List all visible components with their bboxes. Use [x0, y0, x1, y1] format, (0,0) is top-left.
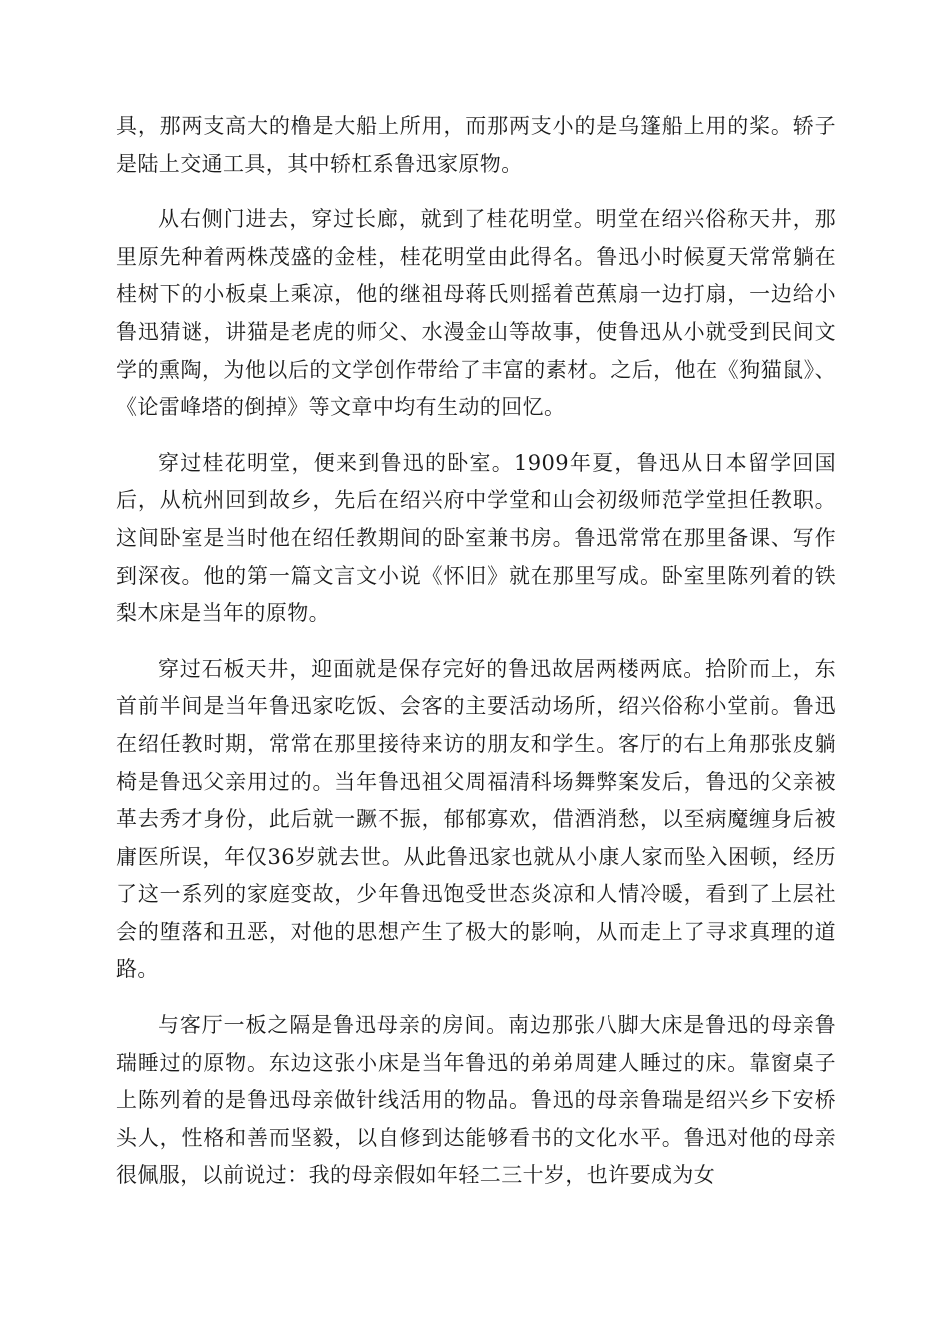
paragraph-5: 与客厅一板之隔是鲁迅母亲的房间。南边那张八脚大床是鲁迅的母亲鲁瑞睡过的原物。东边这张小床是当年鲁迅的弟弟周建人睡过的床。靠窗桌子上陈列着的是鲁迅母亲做针线活用的物品。鲁迅的母亲鲁瑞是绍兴乡下安桥头人，性格和善而坚毅，以自修到达能够看书的文化水平。鲁迅对他的母亲很佩服，以前说过：我的母亲假如年轻二三十岁，也许要成为女: [116, 1013, 836, 1188]
paragraph-4: 穿过石板天井，迎面就是保存完好的鲁迅故居两楼两底。拾阶而上，东首前半间是当年鲁迅家吃饭、会客的主要活动场所，绍兴俗称小堂前。鲁迅在绍任教时期，常常在那里接待来访的朋友和学生。客厅的右上角那张皮躺椅是鲁迅父亲用过的。当年鲁迅祖父周福清科场舞弊案发后，鲁迅的父亲被革去秀才身份，此后就一蹶不振，郁郁寡欢，借酒消愁，以至病魔缠身后被庸医所误，年仅36岁就去世。从此鲁迅家也就从小康人家而坠入困顿，经历了这一系列的家庭变故，少年鲁迅饱受世态炎凉和人情冷暖，看到了上层社会的堕落和丑恶，对他的思想产生了极大的影响，从而走上了寻求真理的道路。: [116, 656, 836, 982]
document-body: [116, 108, 836, 1213]
paragraph-3: 穿过桂花明堂，便来到鲁迅的卧室。1909年夏，鲁迅从日本留学回国后，从杭州回到故乡，先后在绍兴府中学堂和山会初级师范学堂担任教职。这间卧室是当时他在绍任教期间的卧室兼书房。鲁迅常常在那里备课、写作到深夜。他的第一篇文言文小说《怀旧》就在那里写成。卧室里陈列着的铁梨木床是当年的原物。: [116, 450, 836, 626]
paragraph-2: 从右侧门进去，穿过长廊，就到了桂花明堂。明堂在绍兴俗称天井，那里原先种着两株茂盛的金桂，桂花明堂由此得名。鲁迅小时候夏天常常躺在桂树下的小板桌上乘凉，他的继祖母蒋氏则摇着芭蕉扇一边打扇，一边给小鲁迅猜谜，讲猫是老虎的师父、水漫金山等故事，使鲁迅从小就受到民间文学的熏陶，为他以后的文学创作带给了丰富的素材。之后，他在《狗猫鼠》、《论雷峰塔的倒掉》等文章中均有生动的回忆。: [116, 207, 836, 420]
paragraph-1: 具，那两支高大的橹是大船上所用，而那两支小的是乌篷船上用的桨。轿子是陆上交通工具，其中轿杠系鲁迅家原物。: [116, 114, 836, 176]
